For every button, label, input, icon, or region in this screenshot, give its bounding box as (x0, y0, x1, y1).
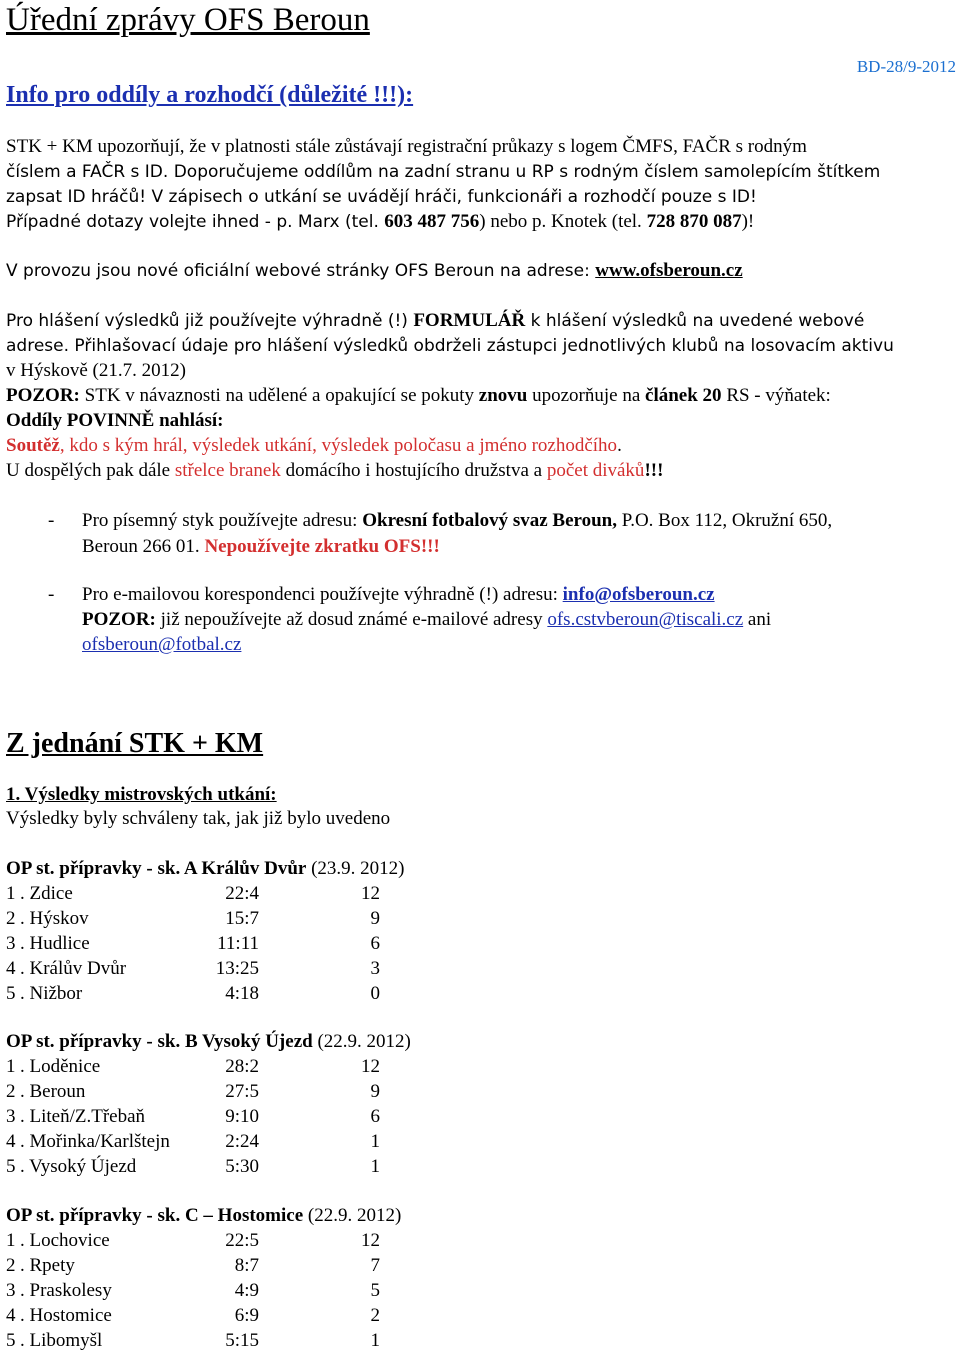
league-date: (22.9. 2012) (312, 1031, 411, 1052)
obligation-line (6, 434, 622, 458)
section-note: Výsledky byly schváleny tak, jak již bylo uvedeno (6, 808, 391, 829)
table-row (6, 932, 405, 957)
website-link[interactable]: www.ofsberoun.cz (595, 260, 743, 281)
contact-text: )! (741, 211, 755, 232)
bullet-dash: - (48, 584, 55, 605)
phone-knotek: 728 870 087 (646, 211, 742, 232)
points-cell: 2 (370, 1305, 380, 1326)
points-cell: 1 (370, 1131, 380, 1152)
form-text: k hlášení výsledků na uvedené webové (525, 311, 865, 331)
score-cell: 22:5 (225, 1230, 259, 1251)
score-cell: 9:10 (225, 1106, 259, 1127)
table-row (6, 1130, 411, 1155)
score-cell: 28:2 (225, 1056, 259, 1077)
points-cell: 12 (361, 1056, 380, 1077)
email-link[interactable]: info@ofsberoun.cz (562, 584, 715, 605)
score-cell: 6:9 (234, 1305, 259, 1326)
obligation-item: počet diváků (546, 460, 645, 481)
obligation-item: Soutěž (6, 435, 60, 456)
bullet-dash: - (48, 510, 55, 531)
rank-cell: 3 (6, 1280, 16, 1301)
table-row (6, 907, 405, 932)
warning-text: RS - výňatek: (721, 385, 831, 406)
rank-cell: 4 (6, 958, 16, 979)
form-line: adrese. Přihlašovací údaje pro hlášení výsledků obdrželi zástupci jednotlivých klubů na losovacím aktivu (6, 336, 894, 356)
obligation-text: domácího i hostujícího družstva a (280, 460, 547, 481)
league-header (6, 1030, 411, 1055)
email-text: již nepoužívejte až dosud známé e-mailové adresy (155, 609, 548, 630)
score-cell: 4:18 (225, 983, 259, 1004)
score-cell: 2:24 (225, 1131, 259, 1152)
contact-line (6, 210, 754, 234)
address-text: Beroun 266 01. (82, 536, 205, 557)
address-name: Okresní fotbalový svaz Beroun, (362, 510, 617, 531)
team-cell: . Zdice (20, 883, 73, 904)
team-cell: . Mořinka/Karlštejn (20, 1131, 170, 1152)
rank-cell: 2 (6, 908, 16, 929)
contact-text: Případné dotazy volejte ihned - p. Marx (tel. (6, 212, 385, 232)
table-row (6, 957, 405, 982)
rank-cell: 1 (6, 883, 16, 904)
league-table (6, 1030, 411, 1180)
table-row (6, 982, 405, 1007)
obligation-item: , kdo s kým hrál, výsledek utkání, výsledek poločasu a (59, 435, 480, 456)
league-name: OP st. přípravky - sk. A Králův Dvůr (6, 858, 307, 879)
warning-article: článek 20 (645, 385, 722, 406)
phone-marx: 603 487 756 (384, 211, 480, 232)
stk-heading: Z jednání STK + KM (6, 728, 264, 759)
email-line (82, 608, 771, 632)
points-cell: 7 (370, 1255, 380, 1276)
points-cell: 1 (370, 1156, 380, 1177)
warning-text: upozorňuje na (527, 385, 646, 406)
info-paragraph-line: číslem a FAČR s ID. Doporučujeme oddílům na zadní stranu u RP s rodným číslem samolepícím štítkem (6, 162, 881, 182)
form-line: v Hýskově (21.7. 2012) (6, 360, 186, 381)
form-text: Pro hlášení výsledků již používejte výhradně (!) (6, 311, 414, 331)
points-cell: 12 (361, 1230, 380, 1251)
team-cell: . Rpety (20, 1255, 75, 1276)
form-line (6, 309, 864, 333)
league-table (6, 1204, 401, 1354)
score-cell: 5:30 (225, 1156, 259, 1177)
info-paragraph-line: STK + KM upozorňují, že v platnosti stále zůstávají registrační průkazy s logem ČMFS, FAČR s rodným (6, 136, 807, 157)
website-text: V provozu jsou nové oficiální webové stránky OFS Beroun na adrese: (6, 261, 596, 281)
address-text: P.O. Box 112, Okružní 650, (616, 510, 833, 531)
email-line (82, 633, 241, 657)
rank-cell: 5 (6, 1156, 16, 1177)
obligation-line (6, 459, 663, 483)
obligation-item: . (617, 435, 622, 456)
table-row (6, 1279, 401, 1304)
score-cell: 22:4 (225, 883, 259, 904)
info-heading: Info pro oddíly a rozhodčí (důležité !!!): (6, 82, 414, 108)
league-name: OP st. přípravky - sk. C – Hostomice (6, 1205, 304, 1226)
rank-cell: 1 (6, 1056, 16, 1077)
email-text: ani (743, 609, 772, 630)
score-cell: 11:11 (217, 933, 259, 954)
score-cell: 15:7 (225, 908, 259, 929)
obligation-item: jméno rozhodčího (479, 435, 618, 456)
points-cell: 0 (370, 983, 380, 1004)
table-row (6, 1055, 411, 1080)
score-cell: 27:5 (225, 1081, 259, 1102)
warning-line (6, 384, 831, 408)
score-cell: 4:9 (234, 1280, 259, 1301)
points-cell: 3 (370, 958, 380, 979)
team-cell: . Libomyšl (20, 1330, 103, 1351)
team-cell: . Loděnice (20, 1056, 101, 1077)
score-cell: 5:15 (225, 1330, 259, 1351)
points-cell: 6 (370, 933, 380, 954)
table-row (6, 882, 405, 907)
obligation-text: U dospělých pak dále (6, 460, 175, 481)
team-cell: . Hostomice (20, 1305, 112, 1326)
contact-text: ) nebo p. Knotek (tel. (479, 211, 647, 232)
points-cell: 6 (370, 1106, 380, 1127)
table-row (6, 1304, 401, 1329)
points-cell: 1 (370, 1330, 380, 1351)
team-cell: . Vysoký Újezd (20, 1156, 137, 1177)
table-row (6, 1229, 401, 1254)
abbrev-warning: !!! (420, 536, 440, 557)
rank-cell: 2 (6, 1081, 16, 1102)
address-line (82, 535, 440, 559)
team-cell: . Nižbor (20, 983, 83, 1004)
team-cell: . Lochovice (20, 1230, 110, 1251)
old-email-link[interactable]: ofs.cstvberoun@tiscali.cz (547, 609, 744, 630)
rank-cell: 2 (6, 1255, 16, 1276)
score-cell: 13:25 (215, 958, 259, 979)
points-cell: 9 (370, 1081, 380, 1102)
obligation-text: !!! (644, 460, 664, 481)
info-paragraph-line: zapsat ID hráčů! V zápisech o utkání se uvádějí hráči, funkcionáři a rozhodčí pouze s ID! (6, 187, 757, 207)
team-cell: . Praskolesy (20, 1280, 112, 1301)
address-line (82, 509, 832, 533)
address-text: Pro písemný styk používejte adresu: (82, 510, 363, 531)
points-cell: 5 (370, 1280, 380, 1301)
rank-cell: 4 (6, 1305, 16, 1326)
table-row (6, 1080, 411, 1105)
team-cell: . Liteň/Z.Třebaň (20, 1106, 146, 1127)
team-cell: . Hudlice (20, 933, 90, 954)
email-text: Pro e-mailovou korespondenci používejte výhradně (!) adresu: (82, 584, 563, 605)
email-line (82, 583, 715, 607)
warning-emphasis: znovu (478, 385, 528, 406)
points-cell: 12 (361, 883, 380, 904)
league-date: (23.9. 2012) (306, 858, 405, 879)
league-header (6, 857, 405, 882)
rank-cell: 4 (6, 1131, 16, 1152)
form-word: FORMULÁŘ (413, 310, 526, 331)
rank-cell: 3 (6, 1106, 16, 1127)
document-code: BD-28/9-2012 (856, 57, 956, 76)
warning-label: POZOR: (6, 385, 80, 406)
obligation-heading: Oddíly POVINNĚ nahlásí: (6, 410, 224, 431)
website-line (6, 259, 743, 283)
team-cell: . Beroun (20, 1081, 86, 1102)
page-title: Úřední zprávy OFS Beroun (6, 2, 370, 38)
email-warning-label: POZOR: (82, 609, 156, 630)
league-name: OP st. přípravky - sk. B Vysoký Újezd (6, 1031, 313, 1052)
points-cell: 9 (370, 908, 380, 929)
rank-cell: 5 (6, 1330, 16, 1351)
table-row (6, 1329, 401, 1354)
section-heading: 1. Výsledky mistrovských utkání: (6, 784, 277, 805)
warning-text: STK v návaznosti na udělené a opakující se pokuty (79, 385, 479, 406)
old-email-link[interactable]: ofsberoun@fotbal.cz (82, 634, 242, 655)
league-header (6, 1204, 401, 1229)
score-cell: 8:7 (234, 1255, 259, 1276)
rank-cell: 1 (6, 1230, 16, 1251)
table-row (6, 1155, 411, 1180)
rank-cell: 5 (6, 983, 16, 1004)
team-cell: . Hýskov (20, 908, 89, 929)
table-row (6, 1105, 411, 1130)
league-table (6, 857, 405, 1007)
abbrev-warning: Nepoužívejte zkratku OFS (204, 536, 421, 557)
table-row (6, 1254, 401, 1279)
obligation-item: střelce branek (174, 460, 281, 481)
team-cell: . Králův Dvůr (20, 958, 127, 979)
league-date: (22.9. 2012) (303, 1205, 402, 1226)
rank-cell: 3 (6, 933, 16, 954)
